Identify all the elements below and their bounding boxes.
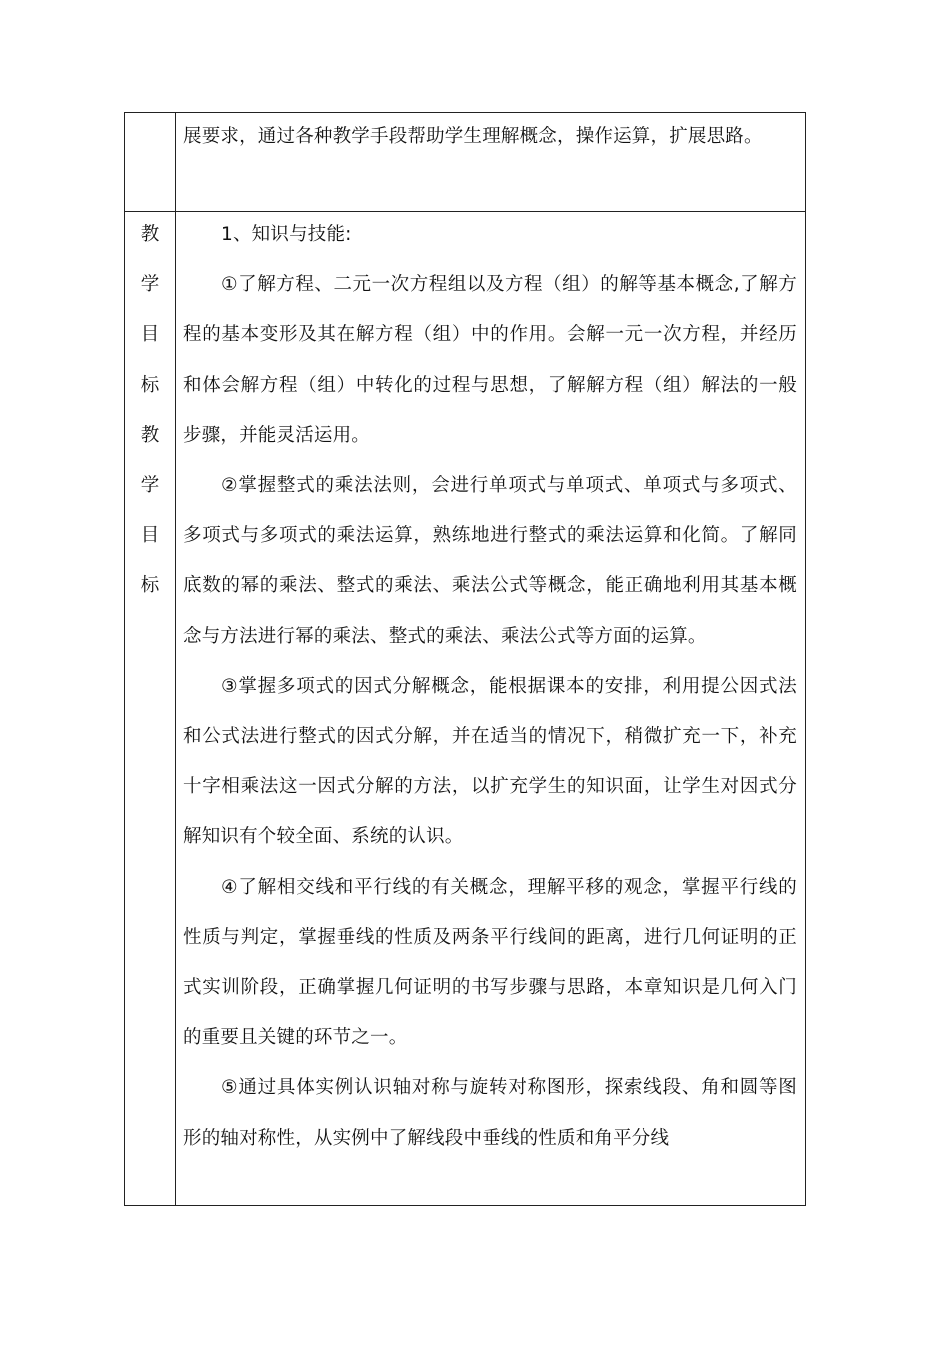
label-char: 目 xyxy=(140,525,160,547)
label-char: 教 xyxy=(140,224,160,245)
table-row xyxy=(125,113,806,212)
label-char: 标 xyxy=(140,374,160,396)
label-char: 学 xyxy=(140,274,160,296)
label-char: 教 xyxy=(140,424,160,446)
continued-paragraph: 展要求，通过各种教学手段帮助学生理解概念，操作运算，扩展思路。 xyxy=(183,126,763,147)
content-cell xyxy=(176,212,806,1206)
label-cell-teaching-goals xyxy=(125,212,176,1206)
label-char: 标 xyxy=(140,575,160,597)
table-row xyxy=(125,212,806,1206)
label-cell-empty xyxy=(125,113,176,212)
vertical-label xyxy=(125,210,175,612)
lesson-plan-table xyxy=(124,112,806,1206)
goal-paragraph-3: ③掌握多项式的因式分解概念，能根据课本的安排，利用提公因式法和公式法进行整式的因式分解，并在适当的情况下，稍微扩充一下，补充十字相乘法这一因式分解的方法，以扩充学生的知识面，让学生对因式分解知识有个较全面、系统的认识。 xyxy=(183,675,797,848)
section-heading: 1、知识与技能: xyxy=(221,224,352,245)
goal-paragraph-4: ④了解相交线和平行线的有关概念，理解平移的观念，掌握平行线的性质与判定，掌握垂线的性质及两条平行线间的距离，进行几何证明的正式实训阶段，正确掌握几何证明的书写步骤与思路，本章知识是几何入门的重要且关键的环节之一。 xyxy=(183,876,797,1049)
label-char: 目 xyxy=(140,324,160,346)
goal-paragraph-1: ①了解方程、二元一次方程组以及方程（组）的解等基本概念,了解方程的基本变形及其在解方程（组）中的作用。会解一元一次方程，并经历和体会解方程（组）中转化的过程与思想，了解解方程（组）解法的一般步骤，并能灵活运用。 xyxy=(183,274,797,446)
goal-paragraph-2: ②掌握整式的乘法法则，会进行单项式与单项式、单项式与多项式、多项式与多项式的乘法运算，熟练地进行整式的乘法运算和化简。了解同底数的幂的乘法、整式的乘法、乘法公式等概念，能正确地利用其基本概念与方法进行幂的乘法、整式的乘法、乘法公式等方面的运算。 xyxy=(183,475,797,647)
goal-paragraph-5: ⑤通过具体实例认识轴对称与旋转对称图形，探索线段、角和圆等图形的轴对称性，从实例中了解线段中垂线的性质和角平分线 xyxy=(183,1077,797,1149)
content-cell xyxy=(176,113,806,212)
label-char: 学 xyxy=(140,475,160,497)
